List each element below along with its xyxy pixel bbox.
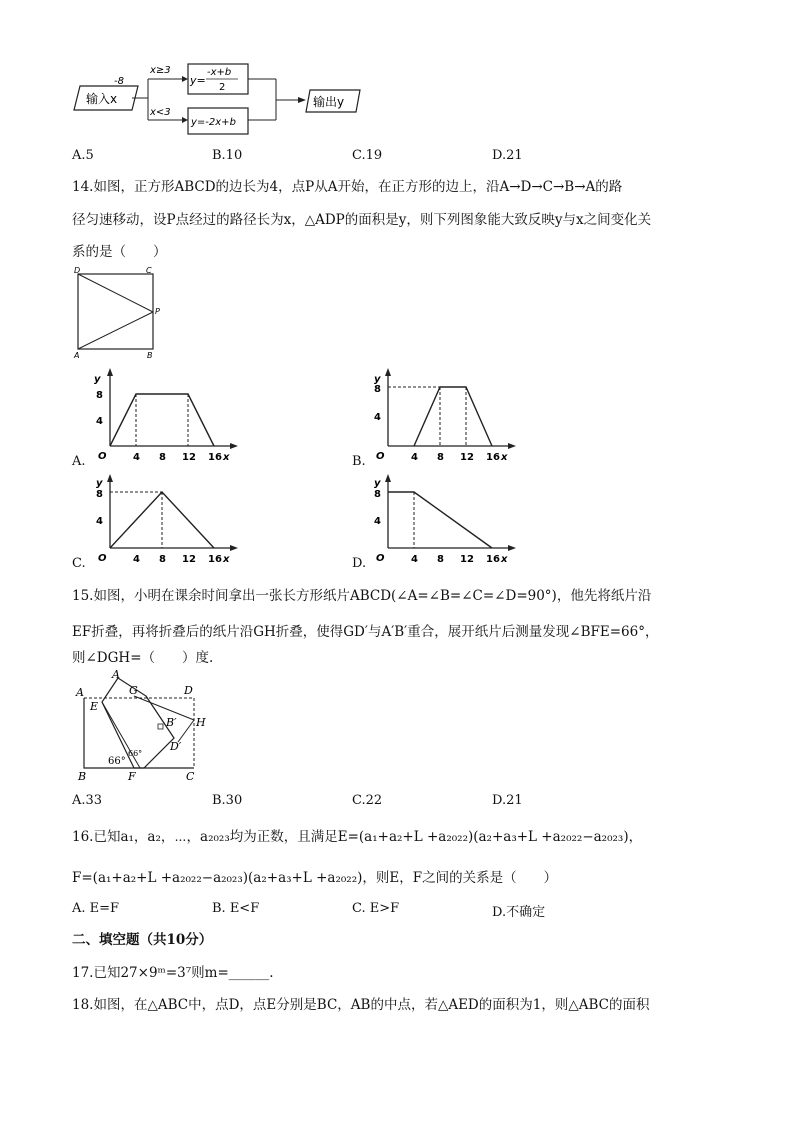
q13-option-a: A.5: [72, 148, 94, 163]
graph-c-x-label: x: [223, 554, 230, 565]
fig-label-F: F: [128, 770, 136, 783]
q14-line3: 系的是（ ）: [72, 244, 167, 260]
q15-option-a: A.33: [72, 793, 103, 808]
graph-d-tick-8: 8: [374, 489, 381, 500]
graph-d-tick-y4: 4: [374, 516, 381, 527]
graph-d-tick-x4: 4: [411, 554, 418, 565]
cond-bottom: x<3: [150, 107, 171, 118]
graph-b-x-label: x: [501, 452, 508, 463]
q13-flowchart: [70, 58, 370, 138]
q16-line2: F=(a₁+a₂+L +a₂₀₂₂−a₂₀₂₃)(a₂+a₃+L +a₂₀₂₂)，则E，F之间的关系是（ ）: [72, 870, 558, 886]
q14-line2: 径匀速移动，设P点经过的路径长为x，△ADP的面积是y，则下列图象能大致反映y与x之间变化关: [72, 212, 652, 228]
graph-c-tick-y4: 4: [96, 516, 103, 527]
q14-line1: 14.如图，正方形ABCD的边长为4，点P从A开始，在正方形的边上，沿A→D→C→B→A的路: [72, 179, 623, 195]
graph-b-y-label: y: [374, 374, 381, 385]
q14-graph-d: [370, 476, 520, 572]
graph-a-y-label: y: [94, 374, 101, 385]
graph-c-y-label: y: [96, 478, 103, 489]
q14-option-a: A.: [72, 454, 86, 469]
q18-text: 18.如图，在△ABC中，点D，点E分别是BC，AB的中点，若△AED的面积为1，则△ABC的面积: [72, 997, 650, 1013]
fig-label-A-prime: A: [112, 668, 120, 681]
fig-label-E: E: [90, 700, 99, 713]
graph-a-tick-y4: 4: [96, 416, 103, 427]
q14-graph-a: [92, 370, 242, 466]
q13-option-d: D.21: [492, 148, 523, 163]
q14-square-figure: [72, 266, 172, 366]
q16-line1: 16.已知a₁，a₂，⋯，a₂₀₂₃均为正数，且满足E=(a₁+a₂+L +a₂₀₂₂)(a₂+a₃+L +a₂₀₂₂−a₂₀₂₃)，: [72, 829, 643, 845]
graph-a-tick-x16: 16: [208, 452, 222, 463]
graph-b-origin: O: [376, 451, 385, 462]
graph-c-tick-8: 8: [96, 489, 103, 500]
input-value: -8: [114, 76, 124, 87]
output-label: 输出y: [313, 95, 345, 109]
q16-option-d: D.不确定: [492, 905, 546, 920]
q15-fold-figure: [74, 668, 224, 786]
graph-c-tick-x4: 4: [133, 554, 140, 565]
q14-graph-c: [92, 476, 242, 572]
q14-graph-b: [370, 370, 520, 466]
label-D: D: [74, 266, 81, 275]
graph-b-line: [414, 387, 492, 446]
graph-b-tick-x12: 12: [460, 452, 474, 463]
fig-label-B: B: [78, 770, 87, 783]
q15-line2: EF折叠，再将折叠后的纸片沿GH折叠，使得GD′与A′B′重合，展开纸片后测量发现∠BFE=66°，: [72, 624, 659, 640]
formula-top-num: -x+b: [207, 67, 232, 78]
fig-label-C: C: [186, 770, 195, 783]
q13-option-b: B.10: [212, 148, 243, 163]
fig-label-B-prime: B′: [166, 716, 177, 729]
graph-c-origin: O: [98, 553, 107, 564]
q15-option-b: B.30: [212, 793, 243, 808]
q15-option-d: D.21: [492, 793, 523, 808]
fig-label-D-prime: D′: [170, 740, 182, 753]
q14-option-c: C.: [72, 556, 86, 571]
q13-option-c: C.19: [352, 148, 383, 163]
graph-a-tick-x4: 4: [133, 452, 140, 463]
graph-a-tick-8: 8: [96, 390, 103, 401]
label-B: B: [147, 351, 153, 360]
graph-a-tick-x12: 12: [182, 452, 196, 463]
section-title: 二、填空题（共10分）: [72, 932, 213, 948]
graph-a-x-label: x: [223, 452, 230, 463]
graph-d-tick-x12: 12: [460, 554, 474, 565]
fig-label-D: D: [184, 684, 193, 697]
graph-b-tick-y4: 4: [374, 412, 381, 423]
q15-option-c: C.22: [352, 793, 383, 808]
graph-d-tick-x8: 8: [437, 554, 444, 565]
fig-angle-66-right: 66°: [128, 749, 143, 758]
q16-option-b: B. E<F: [212, 901, 260, 916]
graph-b-tick-x8: 8: [437, 452, 444, 463]
q15-line1: 15.如图，小明在课余时间拿出一张长方形纸片ABCD(∠A=∠B=∠C=∠D=90°)，他先将纸片沿: [72, 588, 652, 604]
graph-c-tick-x8: 8: [159, 554, 166, 565]
fig-label-H: H: [196, 716, 206, 729]
label-P: P: [155, 307, 160, 316]
graph-d-line: [388, 492, 492, 548]
fig-label-A: A: [76, 686, 84, 699]
graph-a-tick-x8: 8: [159, 452, 166, 463]
q16-option-c: C. E>F: [352, 901, 400, 916]
input-label: 输入x: [86, 92, 118, 106]
q14-option-b: B.: [352, 454, 366, 469]
graph-a-origin: O: [98, 451, 107, 462]
graph-d-origin: O: [376, 553, 385, 564]
label-C: C: [146, 266, 152, 275]
q17-text: 17.已知27×9ᵐ=3⁷则m=______.: [72, 965, 274, 981]
formula-bottom: y=-2x+b: [191, 117, 236, 128]
graph-d-x-label: x: [501, 554, 508, 565]
formula-top-den: 2: [219, 82, 226, 93]
q14-option-d: D.: [352, 556, 367, 571]
graph-b-tick-x4: 4: [411, 452, 418, 463]
graph-d-y-label: y: [374, 478, 381, 489]
graph-a-line: [110, 394, 214, 446]
cond-top: x≥3: [150, 65, 171, 76]
fig-angle-66-left: 66°: [108, 756, 126, 767]
graph-c-tick-x16: 16: [208, 554, 222, 565]
label-A: A: [74, 351, 80, 360]
graph-c-tick-x12: 12: [182, 554, 196, 565]
q15-line3: 则∠DGH=（ ）度.: [72, 650, 214, 666]
formula-top-lhs: y=: [190, 74, 206, 87]
graph-d-tick-x16: 16: [486, 554, 500, 565]
q16-option-a: A. E=F: [72, 901, 120, 916]
fig-label-G: G: [129, 684, 138, 697]
graph-b-tick-8: 8: [374, 384, 381, 395]
graph-b-tick-x16: 16: [486, 452, 500, 463]
